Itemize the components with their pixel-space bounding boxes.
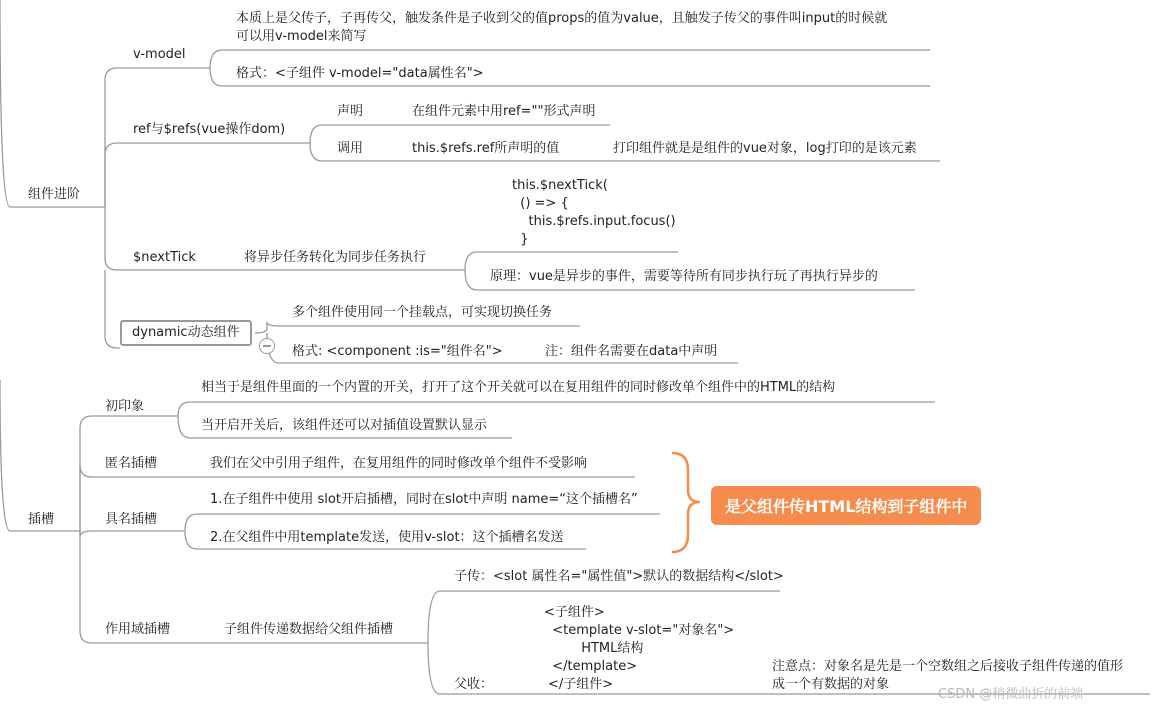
scoped-parent-label: 父收：: [454, 677, 494, 692]
v-model-format: 格式：<子组件 v-model="data属性名">: [236, 66, 484, 81]
named-step2: 2.在父组件中用template发送，使用v-slot：这个插槽名发送: [210, 530, 564, 545]
node-anon-slot[interactable]: 匿名插槽: [105, 456, 158, 471]
scoped-child: 子传：<slot 属性名="属性值">默认的数据结构</slot>: [454, 569, 784, 584]
refs-declare-label: 声明: [337, 104, 364, 119]
node-nexttick[interactable]: $nextTick: [133, 250, 196, 265]
brace-icon: [672, 453, 700, 552]
scoped-parent-code: <子组件> <template v-slot="对象名"> HTML结构 </template>: [544, 605, 735, 674]
collapse-icon[interactable]: [259, 338, 275, 354]
node-named-slot[interactable]: 具名插槽: [105, 512, 158, 527]
dynamic-note: 注：组件名需要在data中声明: [545, 344, 718, 359]
node-v-model[interactable]: v-model: [133, 47, 186, 62]
refs-call-note: 打印组件就是是组件的vue对象，log打印的是该元素: [613, 141, 917, 156]
node-first-impression[interactable]: 初印象: [105, 399, 145, 414]
watermark: CSDN @稍微曲折的前端: [938, 687, 1084, 702]
first-line2: 当开启开关后，该组件还可以对插值设置默认显示: [201, 418, 488, 433]
v-model-desc-line2: 可以用v-model来简写: [236, 29, 367, 44]
refs-call-label: 调用: [337, 141, 364, 156]
scoped-parent-end: </子组件>: [548, 677, 614, 692]
scoped-note: 注意点：对象名是先是一个空数组之后接收子组件传递的值形 成一个有数据的对象: [772, 659, 1124, 692]
dynamic-format: 格式: <component :is="组件名">: [292, 344, 503, 359]
node-scoped-slot[interactable]: 作用域插槽: [105, 622, 171, 637]
refs-call-text: this.$refs.ref所声明的值: [412, 141, 560, 156]
node-dynamic[interactable]: dynamic动态组件: [120, 320, 252, 346]
anon-desc: 我们在父中引用子组件，在复用组件的同时修改单个组件不受影响: [210, 456, 588, 471]
nexttick-principle: 原理：vue是异步的事件，需要等待所有同步执行玩了再执行异步的: [490, 269, 878, 284]
named-step1: 1.在子组件中使用 slot开启插槽，同时在slot中声明 name=“这个插槽名”: [210, 492, 638, 507]
branch-advanced[interactable]: 组件进阶: [28, 187, 81, 202]
nexttick-code: this.$nextTick( () => { this.$refs.input.focus() }: [512, 178, 676, 247]
nexttick-desc: 将异步任务转化为同步任务执行: [244, 250, 427, 265]
scoped-desc: 子组件传递数据给父组件插槽: [224, 622, 394, 637]
branch-slot[interactable]: 插槽: [28, 512, 55, 527]
node-refs[interactable]: ref与$refs(vue操作dom): [133, 122, 286, 137]
callout-summary: 是父组件传HTML结构到子组件中: [711, 486, 981, 525]
dynamic-desc: 多个组件使用同一个挂载点，可实现切换任务: [292, 305, 553, 320]
refs-declare-text: 在组件元素中用ref=""形式声明: [412, 104, 596, 119]
v-model-desc-line1: 本质上是父传子，子再传父，触发条件是子收到父的值props的值为value，且触发子传父的事件叫input的时候就: [236, 11, 888, 26]
first-line1: 相当于是组件里面的一个内置的开关，打开了这个开关就可以在复用组件的同时修改单个组件中的HTML的结构: [201, 380, 836, 395]
